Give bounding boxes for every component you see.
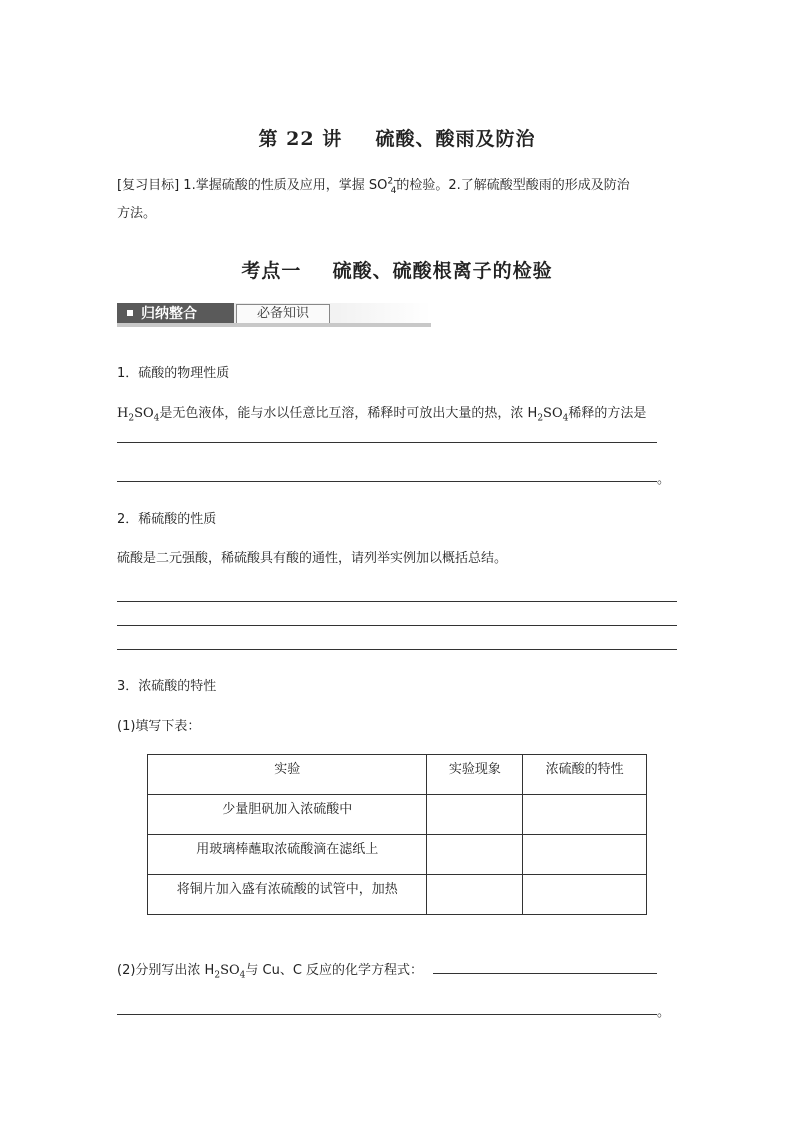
banner-dark-tab: 归纳整合	[117, 303, 234, 325]
table-header: 实验	[148, 755, 427, 795]
item3-sub2: (2)分别写出浓 $H_2SO_4$与 Cu、C 反应的化学方程式：	[117, 963, 424, 981]
lesson-number: 第 22 讲	[258, 128, 343, 150]
review-goals-line1: [复习目标] 1.掌握硫酸的性质及应用，掌握 $SO^{2-}_4$的检验。2.了解硫酸型酸雨的形成及防治	[117, 176, 630, 196]
period: 。	[657, 1005, 671, 1020]
item3-heading: 3．浓硫酸的特性	[117, 679, 217, 694]
table-header: 实验现象	[427, 755, 523, 795]
section-title: 考点一 硫酸、硫酸根离子的检验	[241, 260, 553, 282]
answer-line[interactable]	[117, 649, 677, 650]
table-header-row	[148, 755, 647, 795]
experiment-table	[147, 754, 647, 915]
review-tag: [复习目标]	[117, 178, 180, 193]
period: 。	[657, 472, 671, 487]
item2-heading: 2．稀硫酸的性质	[117, 512, 217, 527]
section-banner	[117, 303, 431, 325]
item1-text: $H_2SO_4$是无色液体，能与水以任意比互溶，稀释时可放出大量的热，浓 $H_2SO_4$稀释的方法是	[117, 406, 647, 424]
answer-line[interactable]	[117, 481, 657, 482]
lesson-title	[0, 124, 794, 151]
answer-line[interactable]	[117, 442, 657, 443]
table-row	[148, 795, 647, 835]
answer-line[interactable]	[433, 973, 657, 974]
table-header: 浓硫酸的特性	[523, 755, 647, 795]
item1-heading: 1．硫酸的物理性质	[117, 366, 230, 381]
table-cell-experiment: 少量胆矾加入浓硫酸中	[148, 795, 427, 835]
table-cell-experiment: 将铜片加入盛有浓硫酸的试管中，加热	[148, 875, 427, 915]
table-row	[148, 835, 647, 875]
table-cell-answer[interactable]	[523, 875, 647, 915]
table-cell-answer[interactable]	[427, 835, 523, 875]
answer-line[interactable]	[117, 601, 677, 602]
table-row	[148, 875, 647, 915]
square-bullet-icon	[127, 310, 133, 316]
table-cell-experiment: 用玻璃棒蘸取浓硫酸滴在滤纸上	[148, 835, 427, 875]
table-cell-answer[interactable]	[427, 795, 523, 835]
item2-text: 硫酸是二元强酸，稀硫酸具有酸的通性，请列举实例加以概括总结。	[117, 551, 508, 566]
answer-line[interactable]	[117, 625, 677, 626]
table-cell-answer[interactable]	[523, 835, 647, 875]
banner-underline	[117, 323, 431, 327]
banner-light-tab: 必备知识	[236, 304, 330, 324]
lesson-topic: 硫酸、酸雨及防治	[375, 128, 536, 150]
answer-line[interactable]	[117, 1014, 657, 1015]
table-cell-answer[interactable]	[427, 875, 523, 915]
item3-sub1: (1)填写下表：	[117, 719, 201, 734]
table-cell-answer[interactable]	[523, 795, 647, 835]
review-goals-line2: 方法。	[117, 206, 157, 221]
